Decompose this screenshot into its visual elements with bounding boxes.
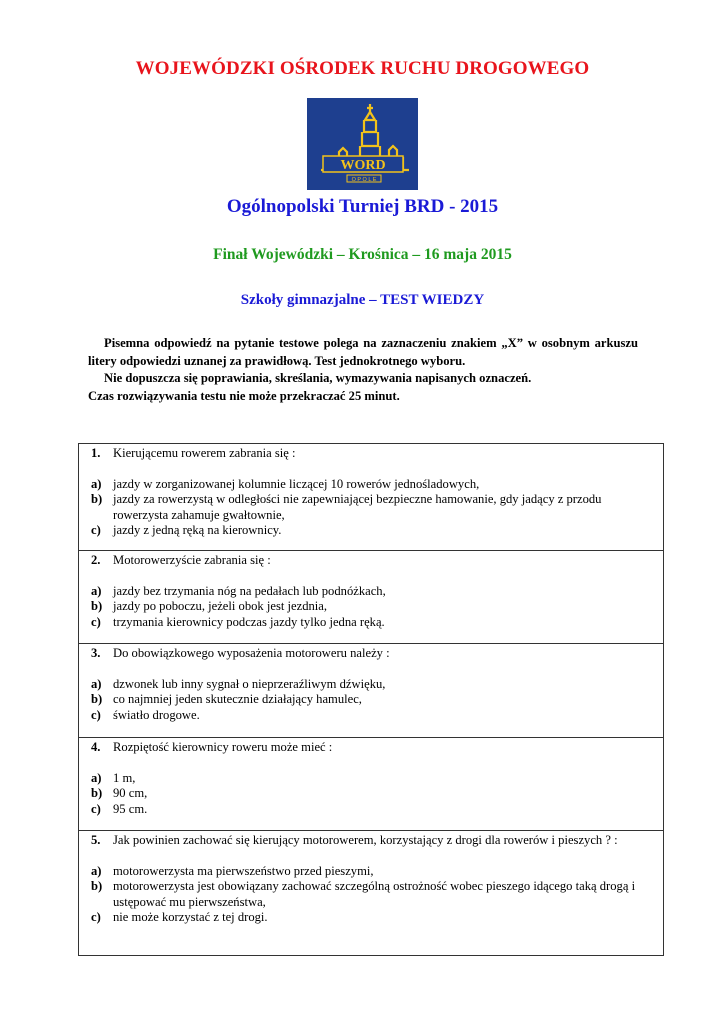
option-letter: a) xyxy=(91,863,102,878)
option-text: światło drogowe. xyxy=(113,707,200,722)
option-text: trzymania kierownicy podczas jazdy tylko jedna ręką. xyxy=(113,614,385,629)
option-c xyxy=(91,523,653,539)
question-text: Rozpiętość kierownicy roweru może mieć : xyxy=(113,740,333,754)
option-letter: c) xyxy=(91,910,101,924)
option-letter: b) xyxy=(91,879,103,893)
option-letter: b) xyxy=(91,599,103,613)
option-text: nie może korzystać z tej drogi. xyxy=(113,910,268,924)
logo-text: WORD xyxy=(340,158,386,173)
instruction-line-2: Nie dopuszcza się poprawiania, skreślania, wymazywania napisanych oznaczeń. xyxy=(104,371,532,385)
option-letter: c) xyxy=(91,523,101,537)
option-letter: a) xyxy=(91,770,102,785)
option-a xyxy=(91,771,653,787)
option-text: jazdy w zorganizowanej kolumnie liczącej 10 rowerów jednośladowych, xyxy=(113,476,480,491)
option-b xyxy=(91,879,653,910)
option-a xyxy=(91,477,653,493)
option-a xyxy=(91,864,653,880)
tournament-title: Ogólnopolski Turniej BRD - 2015 xyxy=(226,196,499,217)
word-logo-icon xyxy=(307,98,418,190)
organization-title: WOJEWÓDZKI OŚRODEK RUCHU DROGOWEGO xyxy=(135,58,590,79)
option-c xyxy=(91,615,653,631)
question-text: Jak powinien zachować się kierujący motorowerem, korzystający z drogi dla rowerów i pieszych ? : xyxy=(113,833,618,847)
option-text: jazdy z jedną ręką na kierownicy. xyxy=(113,523,282,537)
option-c xyxy=(91,910,653,926)
question-4 xyxy=(78,738,664,831)
question-text: Motorowerzyście zabrania się : xyxy=(113,553,271,567)
questions-table xyxy=(78,443,664,956)
option-c xyxy=(91,708,653,724)
instruction-line-3: Czas rozwiązywania testu nie może przekraczać 25 minut. xyxy=(88,388,400,403)
option-letter: a) xyxy=(91,583,102,598)
option-letter: b) xyxy=(91,692,103,706)
option-a xyxy=(91,584,653,600)
option-text: motorowerzysta ma pierwszeństwo przed pieszymi, xyxy=(113,863,374,878)
question-number: 2. xyxy=(91,553,101,567)
test-category: Szkoły gimnazjalne – TEST WIEDZY xyxy=(240,292,485,308)
option-text: 1 m, xyxy=(113,770,136,785)
option-letter: c) xyxy=(91,707,101,722)
option-text: jazdy bez trzymania nóg na pedałach lub podnóżkach, xyxy=(113,583,386,598)
question-3 xyxy=(78,644,664,738)
option-letter: c) xyxy=(91,614,101,629)
question-number: 1. xyxy=(91,446,101,460)
option-text: jazdy za rowerzystą w odległości nie zapewniającej bezpieczne hamowanie, gdy jadący z przodu rowerzysta zahamuje gwałtownie, xyxy=(113,492,602,522)
option-b xyxy=(91,692,653,708)
option-text: 95 cm. xyxy=(113,801,148,816)
question-1 xyxy=(78,443,664,551)
option-letter: c) xyxy=(91,801,101,816)
option-c xyxy=(91,802,653,818)
word-logo xyxy=(307,98,418,190)
test-instructions xyxy=(88,335,638,405)
option-text: jazdy po poboczu, jeżeli obok jest jezdnia, xyxy=(113,599,328,613)
option-text: 90 cm, xyxy=(113,786,148,800)
option-letter: a) xyxy=(91,676,102,691)
question-2 xyxy=(78,551,664,644)
logo-subtext: O P O L E xyxy=(351,177,377,183)
final-subtitle: Finał Wojewódzki – Krośnica – 16 maja 2015 xyxy=(213,246,512,263)
question-number: 5. xyxy=(91,833,101,847)
option-letter: b) xyxy=(91,492,103,506)
option-b xyxy=(91,492,653,523)
question-5 xyxy=(78,831,664,956)
option-b xyxy=(91,599,653,615)
instruction-line-1: Pisemna odpowiedź na pytanie testowe polega na zaznaczeniu znakiem „X” w osobnym arkuszu litery odpowiedzi uznanej za prawidłową. Test jednokrotnego wyboru. xyxy=(88,336,638,368)
question-text: Do obowiązkowego wyposażenia motoroweru należy : xyxy=(113,646,390,660)
option-text: dzwonek lub inny sygnał o nieprzeraźliwym dźwięku, xyxy=(113,676,386,691)
option-a xyxy=(91,677,653,693)
option-letter: b) xyxy=(91,786,103,800)
question-number: 4. xyxy=(91,740,101,754)
question-number: 3. xyxy=(91,646,101,660)
option-b xyxy=(91,786,653,802)
option-letter: a) xyxy=(91,476,102,491)
option-text: co najmniej jeden skutecznie działający hamulec, xyxy=(113,692,362,706)
option-text: motorowerzysta jest obowiązany zachować szczególną ostrożność wobec pieszego idącego taką drogą i ustępować mu pierwszeństwa, xyxy=(113,879,636,909)
question-text: Kierującemu rowerem zabrania się : xyxy=(113,446,296,460)
